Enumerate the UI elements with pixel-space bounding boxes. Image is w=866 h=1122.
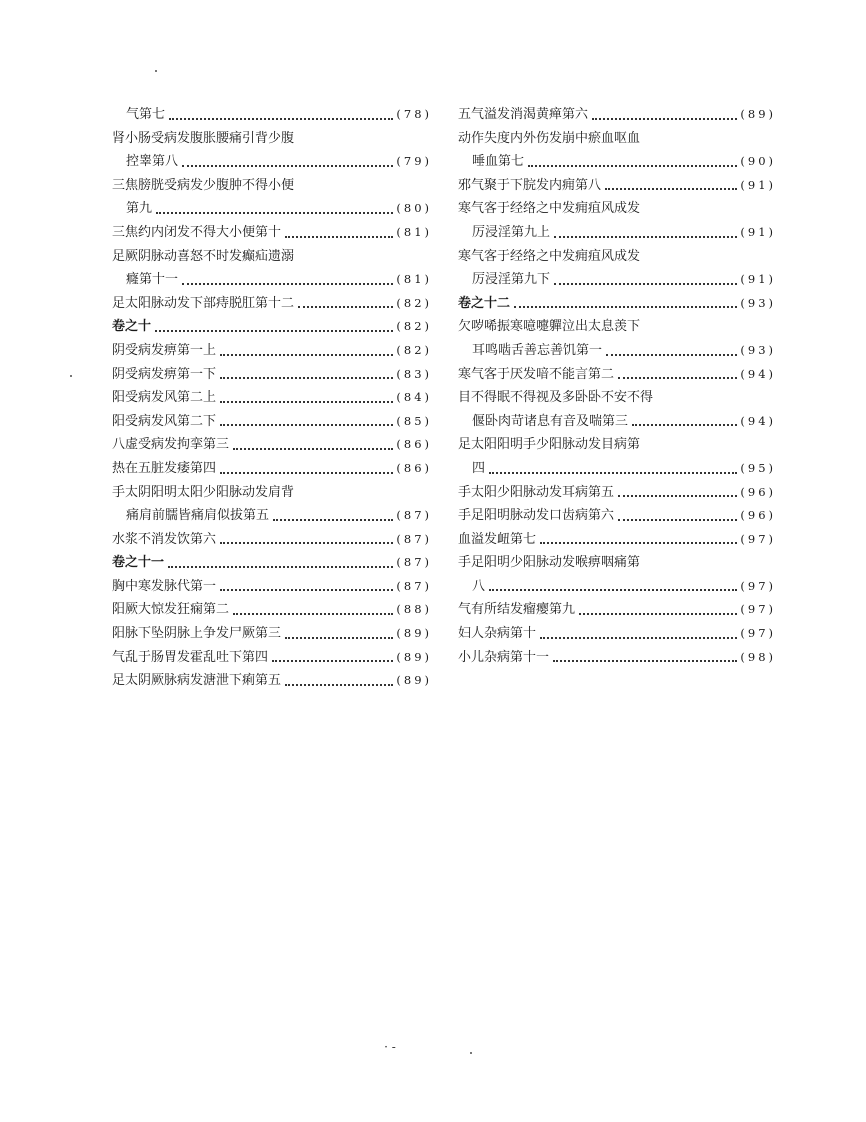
toc-entry: [112, 363, 432, 387]
toc-entry-title: 偃卧肉苛诸息有音及喘第三: [472, 413, 629, 429]
dot-leader: [618, 518, 737, 521]
toc-entry: [112, 504, 432, 528]
toc-entry-title: 控睾第八: [126, 154, 179, 170]
toc-entry-page: (89): [740, 107, 776, 121]
toc-entry-title: 耳鸣啮舌善忘善饥第一: [472, 342, 603, 358]
toc-entry: [458, 598, 776, 622]
toc-entry: [112, 528, 432, 552]
dot-leader: [273, 518, 393, 521]
toc-entry-title: 手太阴阳明太阳少阳脉动发肩背: [112, 484, 295, 500]
dot-leader: [285, 636, 393, 639]
toc-entry-title: 三焦膀胱受病发少腹肿不得小便: [112, 177, 295, 193]
dot-leader: [554, 235, 737, 238]
dot-leader: [220, 376, 393, 379]
dot-leader: [168, 565, 393, 568]
dot-leader: [554, 282, 737, 285]
toc-entry: [458, 481, 776, 505]
toc-entry-title: 阳受病发风第二上: [112, 390, 217, 406]
toc-entry-page: (87): [396, 555, 432, 570]
toc-entry-title: 阳脉下坠阴脉上争发尸厥第三: [112, 626, 282, 642]
toc-entry-page: (93): [740, 295, 776, 310]
page-number: · -: [384, 1040, 396, 1054]
dot-leader: [540, 541, 737, 544]
toc-entry-title: 动作失度内外伤发崩中瘀血呕血: [458, 130, 641, 146]
toc-entry-title: 卷之十: [112, 319, 152, 335]
toc-entry: [112, 268, 432, 292]
toc-entry: [458, 528, 776, 552]
dot-leader: [540, 636, 737, 639]
dot-leader: [220, 400, 393, 403]
toc-entry: [112, 127, 432, 151]
dot-leader: [220, 423, 393, 426]
toc-entry-page: (94): [740, 413, 776, 428]
toc-entry-title: 水浆不消发饮第六: [112, 531, 217, 547]
toc-entry: [458, 268, 776, 292]
toc-entry-title: 卷之十二: [458, 295, 511, 311]
toc-entry-title: 胸中寒发脉代第一: [112, 578, 217, 594]
toc-entry-title: 寒气客于经络之中发痈疽风成发: [458, 201, 641, 217]
toc-left-column: [112, 103, 432, 693]
toc-entry: [112, 221, 432, 245]
toc-entry-title: 血溢发衄第七: [458, 531, 537, 547]
toc-entry: [458, 174, 776, 198]
dot-leader: [606, 353, 737, 356]
toc-entry-page: (88): [396, 602, 432, 617]
scan-speck: [155, 70, 157, 72]
toc-entry: [458, 221, 776, 245]
toc-entry-page: (82): [396, 319, 432, 334]
toc-entry: [112, 575, 432, 599]
toc-entry: [458, 127, 776, 151]
toc-entry-page: (83): [396, 366, 432, 381]
toc-entry-title: 气乱于肠胃发霍乱吐下第四: [112, 649, 269, 665]
dot-leader: [592, 117, 737, 120]
toc-entry: [112, 481, 432, 505]
toc-entry: [458, 150, 776, 174]
toc-entry-title: 五气溢发消渴黄瘅第六: [458, 107, 589, 122]
scan-speck: [470, 1052, 472, 1054]
toc-entry-page: (94): [740, 366, 776, 381]
toc-entry: [458, 197, 776, 221]
dot-leader: [220, 353, 393, 356]
toc-entry-title: 卷之十一: [112, 555, 165, 571]
toc-entry-page: (87): [396, 531, 432, 546]
toc-entry-page: (89): [396, 649, 432, 664]
toc-entry-page: (95): [740, 460, 776, 475]
toc-entry: [458, 457, 776, 481]
toc-entry: [112, 669, 432, 693]
toc-entry: [112, 551, 432, 575]
toc-entry-title: 第九: [126, 201, 153, 217]
dot-leader: [298, 305, 393, 308]
toc-entry: [458, 575, 776, 599]
toc-entry: [112, 292, 432, 316]
dot-leader: [528, 164, 737, 167]
dot-leader: [618, 376, 737, 379]
dot-leader: [579, 612, 737, 615]
toc-entry: [112, 622, 432, 646]
dot-leader: [233, 612, 393, 615]
toc-entry-title: 四: [472, 460, 486, 476]
toc-entry-title: 足太阴厥脉病发溏泄下痢第五: [112, 673, 282, 689]
toc-entry-page: (81): [396, 272, 432, 287]
toc-entry-page: (87): [396, 578, 432, 593]
dot-leader: [632, 423, 737, 426]
toc-entry: [112, 245, 432, 269]
toc-entry-title: 厉浸淫第九下: [472, 272, 551, 288]
toc-entry-page: (86): [396, 437, 432, 452]
toc-entry: [112, 598, 432, 622]
toc-entry-title: 三焦约内闭发不得大小便第十: [112, 224, 282, 240]
toc-entry-page: (79): [396, 154, 432, 169]
toc-entry-page: (82): [396, 342, 432, 357]
toc-entry-page: (85): [396, 413, 432, 428]
toc-entry-title: 痛肩前臑皆痛肩似拔第五: [126, 508, 270, 524]
toc-entry: [112, 646, 432, 670]
toc-entry: [458, 245, 776, 269]
toc-entry-title: 热在五脏发痿第四: [112, 460, 217, 476]
toc-entry-title: 阳受病发风第二下: [112, 413, 217, 429]
dot-leader: [489, 588, 737, 591]
toc-entry-page: (96): [740, 508, 776, 523]
toc-entry: [112, 174, 432, 198]
toc-entry: [458, 551, 776, 575]
toc-entry-title: 手足阳明脉动发口齿病第六: [458, 508, 615, 524]
toc-entry-title: 肾小肠受病发腹胀腰痛引背少腹: [112, 130, 295, 146]
toc-entry: [112, 410, 432, 434]
toc-entry-page: (82): [396, 295, 432, 310]
toc-entry-title: 足厥阴脉动喜怒不时发癫疝遗溺: [112, 248, 295, 264]
toc-entry-title: 厉浸淫第九上: [472, 224, 551, 240]
toc-entry: [458, 103, 776, 127]
toc-entry-page: (90): [740, 154, 776, 169]
toc-entry-title: 寒气客于厌发喑不能言第二: [458, 366, 615, 382]
toc-entry-page: (97): [740, 578, 776, 593]
toc-entry-page: (91): [740, 224, 776, 239]
toc-entry-page: (91): [740, 272, 776, 287]
toc-entry: [458, 363, 776, 387]
toc-entry-page: (89): [396, 673, 432, 688]
dot-leader: [220, 541, 393, 544]
toc-entry: [112, 433, 432, 457]
toc-entry-title: 阳厥大惊发狂痫第二: [112, 602, 230, 618]
toc-entry: [458, 292, 776, 316]
toc-entry-title: 八: [472, 578, 486, 594]
toc-entry-title: 欠哕唏振寒噫嚏軃泣出太息羡下: [458, 319, 641, 335]
dot-leader: [169, 117, 393, 120]
toc-entry-title: 妇人杂病第十: [458, 626, 537, 642]
toc-entry-title: 邪气聚于下脘发内痈第八: [458, 177, 602, 193]
dot-leader: [489, 471, 737, 474]
toc-entry: [112, 315, 432, 339]
toc-entry: [112, 150, 432, 174]
toc-entry-title: 足太阳脉动发下部痔脱肛第十二: [112, 295, 295, 311]
dot-leader: [285, 683, 393, 686]
dot-leader: [618, 494, 737, 497]
toc-entry-title: 癃第十一: [126, 272, 179, 288]
toc-entry: [112, 339, 432, 363]
toc-entry-page: (97): [740, 602, 776, 617]
toc-entry-title: 阴受病发痹第一下: [112, 366, 217, 382]
dot-leader: [514, 305, 737, 308]
dot-leader: [272, 659, 393, 662]
toc-entry-page: (78): [396, 107, 432, 121]
toc-entry-title: 气有所结发瘤瘿第九: [458, 602, 576, 618]
toc-entry: [458, 504, 776, 528]
toc-entry: [112, 197, 432, 221]
toc-entry: [458, 315, 776, 339]
dot-leader: [285, 235, 393, 238]
dot-leader: [220, 588, 393, 591]
toc-entry: [112, 386, 432, 410]
toc-entry-page: (98): [740, 649, 776, 664]
dot-leader: [182, 164, 393, 167]
toc-entry: [458, 410, 776, 434]
toc-entry: [458, 386, 776, 410]
toc-entry-page: (80): [396, 201, 432, 216]
dot-leader: [605, 187, 737, 190]
toc-entry: [112, 457, 432, 481]
toc-entry-page: (87): [396, 508, 432, 523]
toc-entry-title: 阴受病发痹第一上: [112, 342, 217, 358]
dot-leader: [155, 329, 393, 332]
toc-entry-page: (81): [396, 224, 432, 239]
toc-entry: [458, 622, 776, 646]
toc-entry-title: 寒气客于经络之中发痈疽风成发: [458, 248, 641, 264]
toc-entry-page: (93): [740, 342, 776, 357]
toc-entry-page: (86): [396, 460, 432, 475]
toc-entry-page: (96): [740, 484, 776, 499]
toc-entry-title: 气第七: [126, 107, 166, 122]
toc-entry-page: (97): [740, 531, 776, 546]
toc-entry-page: (84): [396, 390, 432, 405]
toc-entry: [458, 433, 776, 457]
toc-entry-title: 手足阳明少阳脉动发喉痹咽痛第: [458, 555, 641, 571]
toc-entry-title: 手太阳少阳脉动发耳病第五: [458, 484, 615, 500]
toc-entry-title: 足太阳阳明手少阳脉动发目病第: [458, 437, 641, 453]
toc-entry: [112, 103, 432, 127]
toc-right-column: [458, 103, 776, 669]
toc-entry-page: (97): [740, 626, 776, 641]
dot-leader: [233, 447, 393, 450]
toc-entry-page: (89): [396, 626, 432, 641]
scan-speck: [70, 375, 72, 377]
dot-leader: [156, 211, 393, 214]
toc-entry: [458, 646, 776, 670]
toc-entry-title: 唾血第七: [472, 154, 525, 170]
toc-entry-title: 八虚受病发拘挛第三: [112, 437, 230, 453]
dot-leader: [220, 471, 393, 474]
toc-entry: [458, 339, 776, 363]
dot-leader: [553, 659, 737, 662]
dot-leader: [182, 282, 393, 285]
toc-entry-title: 目不得眠不得视及多卧卧不安不得: [458, 390, 654, 406]
toc-entry-title: 小儿杂病第十一: [458, 649, 550, 665]
toc-entry-page: (91): [740, 177, 776, 192]
